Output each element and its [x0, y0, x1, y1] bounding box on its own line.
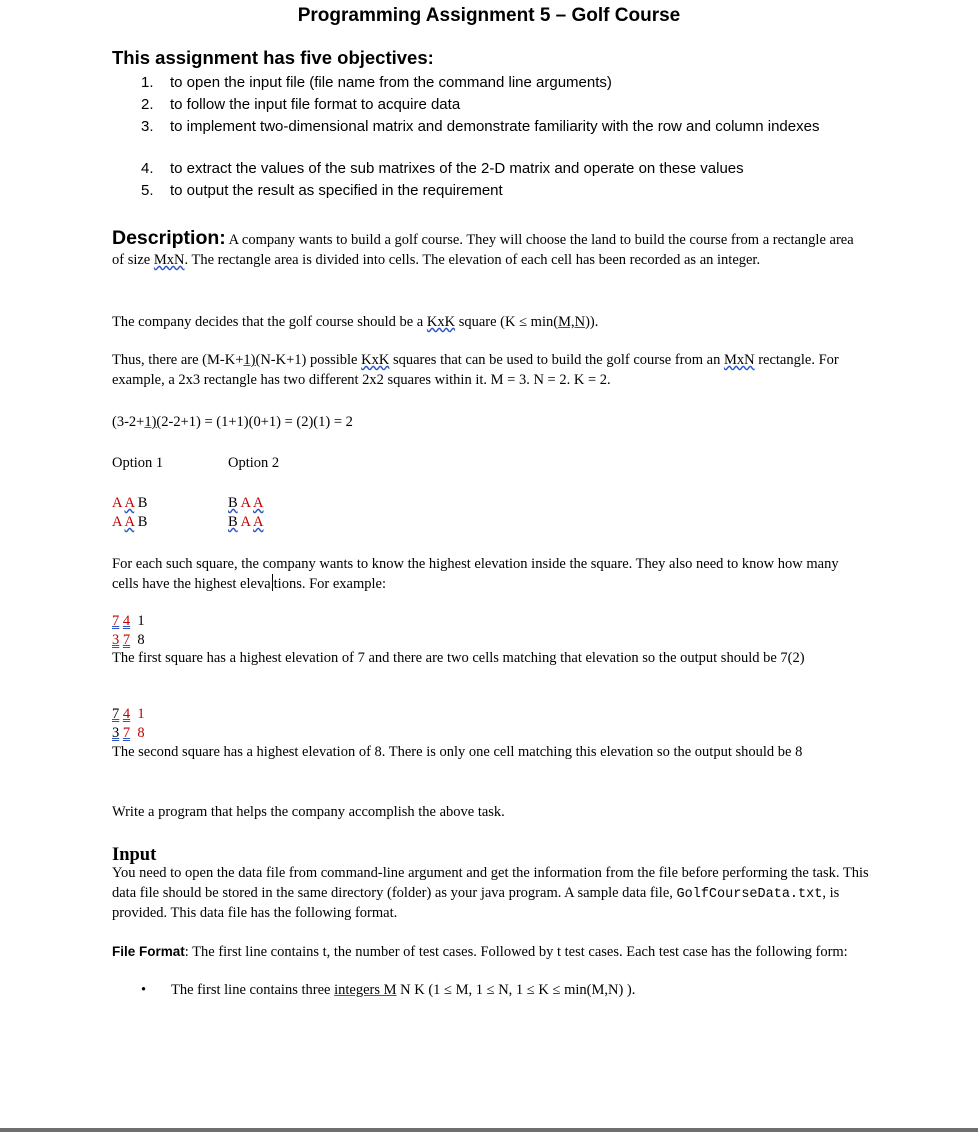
cell-value: 7 [112, 613, 120, 629]
objective-item [141, 95, 861, 115]
grammar-flag-paren: 1)( [243, 352, 261, 368]
objective-text: to output the result as specified in the requirement [170, 182, 503, 199]
objective-text: to follow the input file format to acquire data [170, 96, 461, 113]
formula-text-b: 2-2+1) = (1+1)(0+1) = (2)(1) = 2 [161, 414, 353, 430]
cell-a-flagged: A [253, 514, 264, 530]
data-filename: GolfCourseData.txt [676, 886, 823, 902]
bullet-icon: • [141, 982, 147, 998]
cell-value: 1 [137, 706, 145, 722]
cell-value: 3 [112, 632, 120, 648]
example-2-row-1 [112, 705, 145, 723]
description-paragraph [112, 228, 862, 270]
example-1-row-2 [112, 631, 145, 649]
kxk-text: The company decides that the golf course should be a [112, 314, 427, 330]
cell-a: A [240, 514, 251, 530]
example-1-explanation: The first square has a highest elevation of 7 and there are two cells matching that elevation so the output should be 7(2) [112, 650, 805, 666]
objective-item [141, 181, 861, 201]
option-2-row-1 [228, 494, 263, 512]
description-text: A company wants to build a golf course. They will choose the land to build the course from a rectangle area of size [112, 232, 854, 268]
formula-text-a: (3-2+ [112, 414, 145, 430]
cell-value: 7 [112, 706, 120, 722]
cell-b: B [137, 495, 148, 511]
count-text-a: Thus, there are (M-K+ [112, 352, 244, 368]
bullet-text [171, 980, 861, 1000]
objective-item [141, 117, 861, 137]
example-1-row-1 [112, 612, 145, 630]
objective-text: to extract the values of the sub matrixes of the 2-D matrix and operate on these values [170, 160, 744, 177]
formula-line [112, 412, 862, 432]
example-2-explanation: The second square has a highest elevation of 8. There is only one cell matching this elevation so the output should be 8 [112, 744, 803, 760]
count-paragraph [112, 350, 862, 390]
objective-number: 3. [141, 118, 154, 135]
count-text-b: N-K+1) possible [260, 352, 362, 368]
format-bullet-item [141, 980, 861, 1000]
cell-b-flagged: B [228, 495, 238, 511]
grammar-flag-integers: integers M [334, 982, 397, 998]
text-cursor [272, 574, 273, 591]
option-2-label: Option 2 [228, 455, 280, 471]
cell-value: 1 [137, 613, 145, 629]
objectives-heading: This assignment has five objectives: [112, 47, 434, 68]
spelling-flag-kxk: KxK [426, 314, 456, 330]
file-format-text: : The first line contains t, the number of test cases. Followed by t test cases. Each test case has the following form: [184, 944, 848, 960]
count-text-d: rectangle. For example, a 2x3 rectangle has two different 2x2 squares within it. M = 3. N = 2. K = 2. [112, 352, 839, 388]
write-program-line: Write a program that helps the company accomplish the above task. [112, 804, 505, 820]
cell-value: 8 [137, 725, 145, 741]
count-text-c: squares that can be used to build the golf course from an [389, 352, 724, 368]
grammar-flag-mn: M,N [558, 314, 586, 330]
example-2-row-2 [112, 724, 145, 742]
grammar-flag-formula: 1)( [144, 414, 162, 430]
cell-a: A [240, 495, 251, 511]
highest-text-b: tions. For example: [273, 576, 387, 592]
highest-elevation-paragraph [112, 554, 862, 594]
option-2-row-2 [228, 513, 263, 531]
cell-value: 4 [122, 706, 131, 722]
input-paragraph [112, 864, 872, 924]
spelling-flag-mxn: MxN [153, 252, 185, 268]
kxk-paragraph [112, 312, 862, 332]
input-heading: Input [112, 845, 157, 865]
spelling-flag-mxn-2: MxN [723, 352, 755, 368]
cell-b: B [137, 514, 148, 530]
cell-a: A [112, 514, 122, 530]
objective-item [141, 159, 861, 179]
page-bottom-border [0, 1128, 978, 1132]
file-format-label: File Format [112, 944, 185, 959]
input-text-b: , is provided. This data file has the following format. [112, 884, 840, 921]
description-label: Description: [112, 227, 226, 249]
highest-text-a: For each such square, the company wants to know the highest elevation inside the square. They also need to know how many cells have the highest eleva [112, 556, 839, 592]
option-1-label: Option 1 [112, 455, 164, 471]
cell-a-flagged: A [253, 495, 264, 511]
file-format-paragraph [112, 942, 872, 962]
cell-value: 7 [122, 725, 131, 741]
cell-value: 8 [137, 632, 145, 648]
input-text-a: You need to open the data file from command-line argument and get the information from the file before performing the task. This data file should be stored in the same directory (folder) as your java program. A sample data file, [112, 865, 869, 901]
objective-number: 1. [141, 74, 154, 91]
spelling-flag-kxk-2: KxK [361, 352, 390, 368]
kxk-text-c: )). [585, 314, 599, 330]
description-text-cont: . The rectangle area is divided into cells. The elevation of each cell has been recorded as an integer. [184, 252, 761, 268]
cell-a-flagged: A [124, 514, 135, 530]
objective-number: 2. [141, 96, 154, 113]
objective-number: 5. [141, 182, 154, 199]
document-title: Programming Assignment 5 – Golf Course [297, 5, 681, 26]
option-1-row-2 [112, 513, 147, 531]
kxk-text-b: square (K ≤ min( [455, 314, 559, 330]
objective-item [141, 73, 861, 93]
option-1-row-1 [112, 494, 147, 512]
objective-text: to implement two-dimensional matrix and demonstrate familiarity with the row and column indexes [170, 118, 820, 135]
bullet-text-a: The first line contains three [171, 982, 335, 998]
cell-value: 7 [122, 632, 131, 648]
cell-a-flagged: A [124, 495, 135, 511]
cell-value: 4 [122, 613, 131, 629]
bullet-text-b: N K (1 ≤ M, 1 ≤ N, 1 ≤ K ≤ min(M,N) ). [396, 982, 636, 998]
cell-value: 3 [112, 725, 120, 741]
objective-text: to open the input file (file name from the command line arguments) [170, 74, 612, 91]
cell-a: A [112, 495, 122, 511]
objective-number: 4. [141, 160, 154, 177]
cell-b-flagged: B [228, 514, 238, 530]
